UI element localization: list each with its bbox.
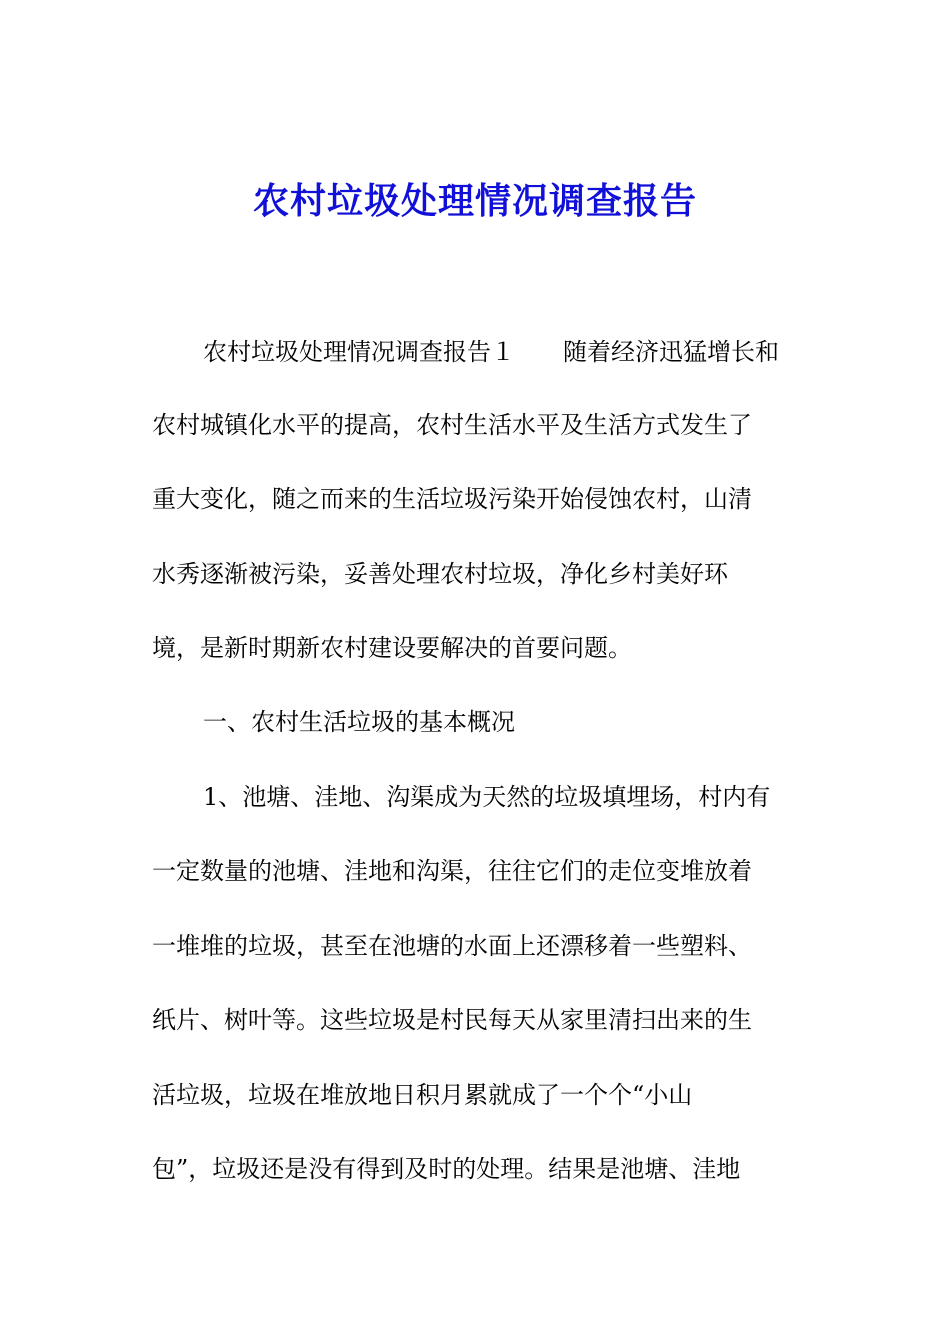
paragraph-line: 重大变化，随之而来的生活垃圾污染开始侵蚀农村，山清	[152, 485, 752, 513]
paragraph-line: 一定数量的池塘、洼地和沟渠，往往它们的走位变堆放着	[152, 857, 752, 885]
report-heading-inline: 农村垃圾处理情况调查报告１	[203, 338, 515, 366]
paragraph-line: 活垃圾，垃圾在堆放地日积月累就成了一个个“小山	[152, 1081, 693, 1109]
paragraph-line: 水秀逐渐被污染，妥善处理农村垃圾，净化乡村美好环	[152, 560, 728, 588]
paragraph-line: 1、池塘、洼地、沟渠成为天然的垃圾填埋场，村内有	[203, 783, 771, 811]
section-heading: 一、农村生活垃圾的基本概况	[203, 708, 515, 736]
paragraph-line: 纸片、树叶等。这些垃圾是村民每天从家里清扫出来的生	[152, 1006, 752, 1034]
paragraph-line: 境，是新时期新农村建设要解决的首要问题。	[152, 634, 632, 662]
document-title: 农村垃圾处理情况调查报告	[252, 181, 697, 222]
paragraph-text: 随着经济迅猛增长和	[563, 338, 779, 366]
paragraph-line: 农村城镇化水平的提高，农村生活水平及生活方式发生了	[152, 411, 752, 439]
paragraph-line: 包”，垃圾还是没有得到及时的处理。结果是池塘、洼地	[152, 1155, 741, 1183]
paragraph-line	[203, 334, 779, 370]
paragraph-line: 一堆堆的垃圾，甚至在池塘的水面上还漂移着一些塑料、	[152, 932, 752, 960]
